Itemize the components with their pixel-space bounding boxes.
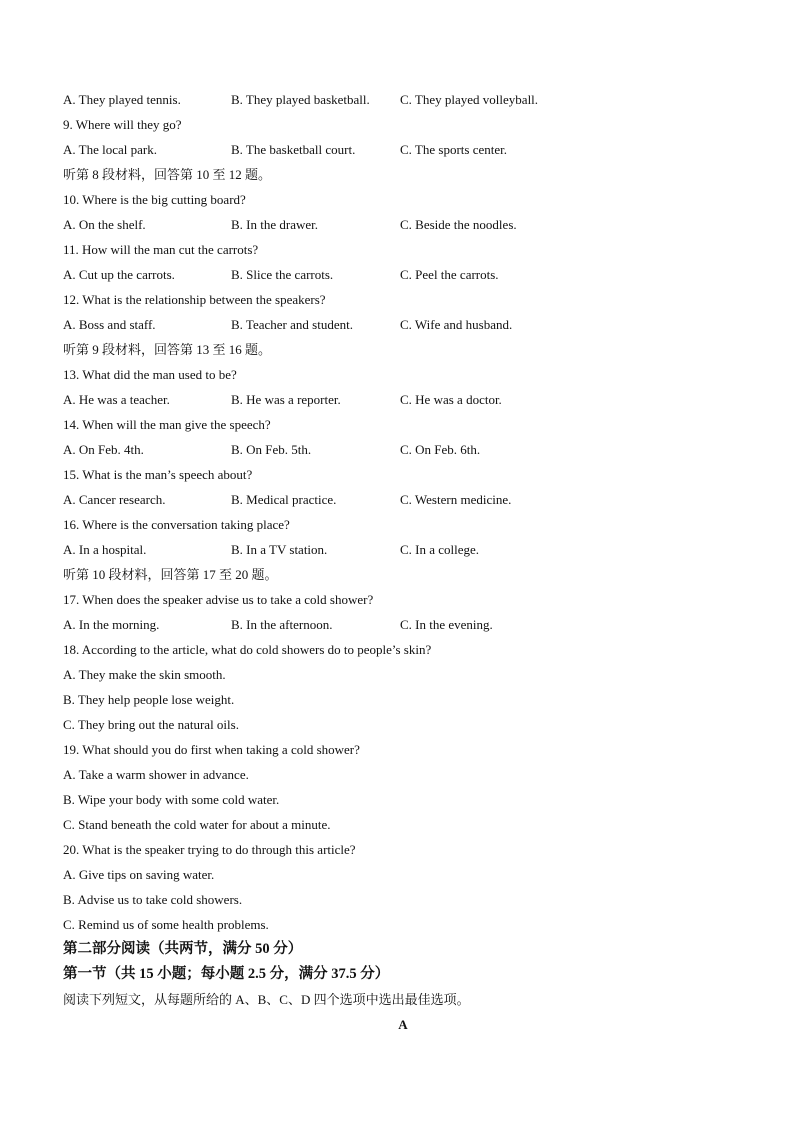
question-text: 14. When will the man give the speech? xyxy=(63,417,271,432)
option-b: B. In a TV station. xyxy=(231,542,328,557)
option-b: B. In the drawer. xyxy=(231,217,319,232)
option-a: A. He was a teacher. xyxy=(63,392,170,407)
option-a: A. Cut up the carrots. xyxy=(63,267,175,282)
option-a: A. The local park. xyxy=(63,142,157,157)
option-line: A. They make the skin smooth. xyxy=(63,667,226,682)
option-b: B. In the afternoon. xyxy=(231,617,333,632)
option-row xyxy=(63,437,743,462)
option-a: A. On Feb. 4th. xyxy=(63,442,144,457)
option-c: C. Beside the noodles. xyxy=(400,217,517,232)
option-row xyxy=(63,262,743,287)
question-text: 17. When does the speaker advise us to take a cold shower? xyxy=(63,592,374,607)
question-text: 13. What did the man used to be? xyxy=(63,367,237,382)
option-row xyxy=(63,87,743,112)
option-c: C. Western medicine. xyxy=(400,492,512,507)
section-heading: 第二部分阅读（共两节，满分 50 分） xyxy=(63,941,303,957)
question-text: 12. What is the relationship between the speakers? xyxy=(63,292,326,307)
option-c: C. In a college. xyxy=(400,542,480,557)
question-text: 16. Where is the conversation taking place? xyxy=(63,517,290,532)
option-row xyxy=(63,212,743,237)
option-row xyxy=(63,387,743,412)
question-text: 9. Where will they go? xyxy=(63,117,182,132)
section-instruction: 听第 9 段材料，回答第 13 至 16 题。 xyxy=(63,342,272,357)
option-line: A. Give tips on saving water. xyxy=(63,867,215,882)
option-line: B. Wipe your body with some cold water. xyxy=(63,792,280,807)
option-c: C. On Feb. 6th. xyxy=(400,442,481,457)
option-row xyxy=(63,487,743,512)
option-b: B. The basketball court. xyxy=(231,142,356,157)
option-c: C. They played volleyball. xyxy=(400,92,539,107)
option-c: C. Wife and husband. xyxy=(400,317,513,332)
option-line: C. They bring out the natural oils. xyxy=(63,717,239,732)
option-line: B. They help people lose weight. xyxy=(63,692,235,707)
option-c: C. The sports center. xyxy=(400,142,507,157)
option-b: B. Teacher and student. xyxy=(231,317,353,332)
section-instruction: 听第 8 段材料，回答第 10 至 12 题。 xyxy=(63,167,272,182)
option-b: B. Slice the carrots. xyxy=(231,267,334,282)
option-line: B. Advise us to take cold showers. xyxy=(63,892,243,907)
question-text: 18. According to the article, what do cold showers do to people’s skin? xyxy=(63,642,432,657)
option-line: C. Remind us of some health problems. xyxy=(63,917,269,932)
exam-page xyxy=(63,87,743,1037)
option-row xyxy=(63,137,743,162)
passage-label: A xyxy=(398,1017,408,1032)
option-b: B. On Feb. 5th. xyxy=(231,442,312,457)
option-c: C. He was a doctor. xyxy=(400,392,502,407)
option-a: A. On the shelf. xyxy=(63,217,146,232)
section-instruction: 听第 10 段材料，回答第 17 至 20 题。 xyxy=(63,567,278,582)
option-row xyxy=(63,312,743,337)
section-instruction: 阅读下列短文，从每题所给的 A、B、C、D 四个选项中选出最佳选项。 xyxy=(63,992,470,1007)
option-line: C. Stand beneath the cold water for about a minute. xyxy=(63,817,331,832)
question-text: 20. What is the speaker trying to do through this article? xyxy=(63,842,356,857)
option-b: B. Medical practice. xyxy=(231,492,337,507)
option-a: A. In a hospital. xyxy=(63,542,147,557)
option-a: A. Boss and staff. xyxy=(63,317,156,332)
question-text: 19. What should you do first when taking a cold shower? xyxy=(63,742,360,757)
question-text: 10. Where is the big cutting board? xyxy=(63,192,246,207)
option-row xyxy=(63,612,743,637)
option-c: C. In the evening. xyxy=(400,617,493,632)
option-a: A. Cancer research. xyxy=(63,492,166,507)
question-text: 11. How will the man cut the carrots? xyxy=(63,242,259,257)
option-c: C. Peel the carrots. xyxy=(400,267,499,282)
option-row xyxy=(63,537,743,562)
section-heading: 第一节（共 15 小题；每小题 2.5 分，满分 37.5 分） xyxy=(63,966,390,982)
option-a: A. In the morning. xyxy=(63,617,160,632)
question-text: 15. What is the man’s speech about? xyxy=(63,467,253,482)
option-a: A. They played tennis. xyxy=(63,92,181,107)
option-b: B. They played basketball. xyxy=(231,92,370,107)
option-line: A. Take a warm shower in advance. xyxy=(63,767,249,782)
option-b: B. He was a reporter. xyxy=(231,392,341,407)
